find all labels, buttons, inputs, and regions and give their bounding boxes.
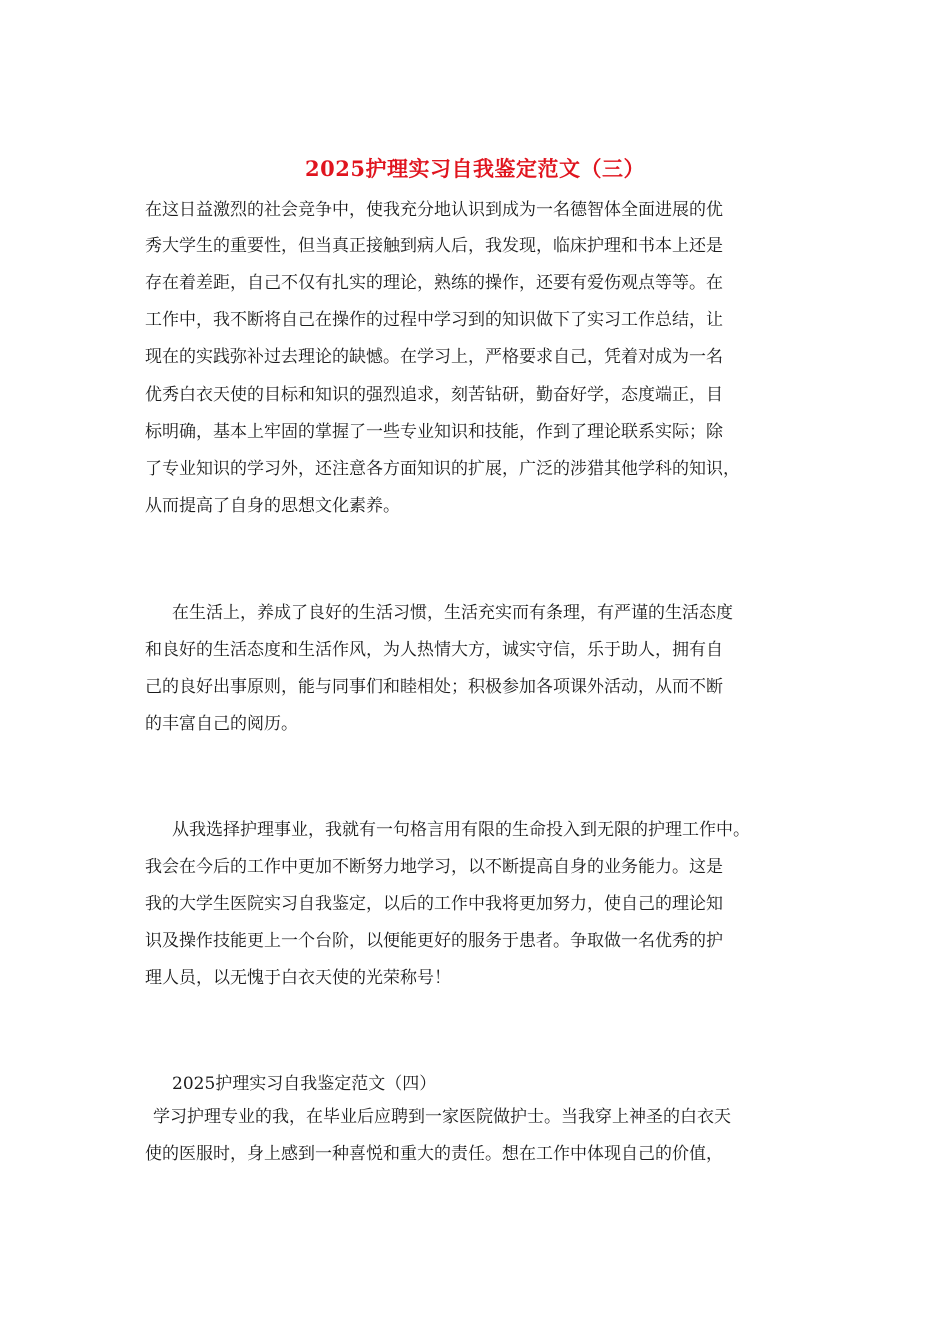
paragraph-2-line-2: 和良好的生活态度和生活作风，为人热情大方，诚实守信，乐于助人，拥有自 (145, 640, 723, 660)
paragraph-1-line-9: 从而提高了自身的思想文化素养。 (145, 496, 400, 516)
paragraph-3-line-1: 从我选择护理事业，我就有一句格言用有限的生命投入到无限的护理工作中。 (172, 820, 750, 840)
paragraph-1-line-2: 秀大学生的重要性，但当真正接触到病人后，我发现，临床护理和书本上还是 (145, 236, 723, 256)
document-title: 2025护理实习自我鉴定范文（三） (305, 156, 645, 181)
paragraph-1-line-3: 存在着差距，自己不仅有扎实的理论，熟练的操作，还要有爱伤观点等等。在 (145, 273, 723, 293)
paragraph-1-line-5: 现在的实践弥补过去理论的缺憾。在学习上，严格要求自己，凭着对成为一名 (145, 347, 723, 367)
section-four-subtitle: 2025护理实习自我鉴定范文（四） (172, 1074, 437, 1094)
paragraph-4-line-2: 使的医服时，身上感到一种喜悦和重大的责任。想在工作中体现自己的价值， (145, 1144, 723, 1164)
paragraph-1-line-4: 工作中，我不断将自己在操作的过程中学习到的知识做下了实习工作总结，让 (145, 310, 723, 330)
paragraph-1-line-8: 了专业知识的学习外，还注意各方面知识的扩展，广泛的涉猎其他学科的知识， (145, 459, 740, 479)
paragraph-2-line-3: 己的良好出事原则，能与同事们和睦相处；积极参加各项课外活动，从而不断 (145, 677, 723, 697)
paragraph-3-line-5: 理人员，以无愧于白衣天使的光荣称号！ (145, 968, 451, 988)
paragraph-3-line-3: 我的大学生医院实习自我鉴定，以后的工作中我将更加努力，使自己的理论知 (145, 894, 723, 914)
paragraph-2-line-1: 在生活上，养成了良好的生活习惯，生活充实而有条理，有严谨的生活态度 (172, 603, 733, 623)
paragraph-1-line-7: 标明确，基本上牢固的掌握了一些专业知识和技能，作到了理论联系实际；除 (145, 422, 723, 442)
paragraph-4-line-1: 学习护理专业的我，在毕业后应聘到一家医院做护士。当我穿上神圣的白衣天 (153, 1107, 731, 1127)
paragraph-3-line-4: 识及操作技能更上一个台阶，以便能更好的服务于患者。争取做一名优秀的护 (145, 931, 723, 951)
paragraph-2-line-4: 的丰富自己的阅历。 (145, 714, 298, 734)
paragraph-1-line-1: 在这日益激烈的社会竞争中，使我充分地认识到成为一名德智体全面进展的优 (145, 200, 723, 220)
paragraph-1-line-6: 优秀白衣天使的目标和知识的强烈追求，刻苦钻研，勤奋好学，态度端正，目 (145, 385, 723, 405)
paragraph-3-line-2: 我会在今后的工作中更加不断努力地学习，以不断提高自身的业务能力。这是 (145, 857, 723, 877)
